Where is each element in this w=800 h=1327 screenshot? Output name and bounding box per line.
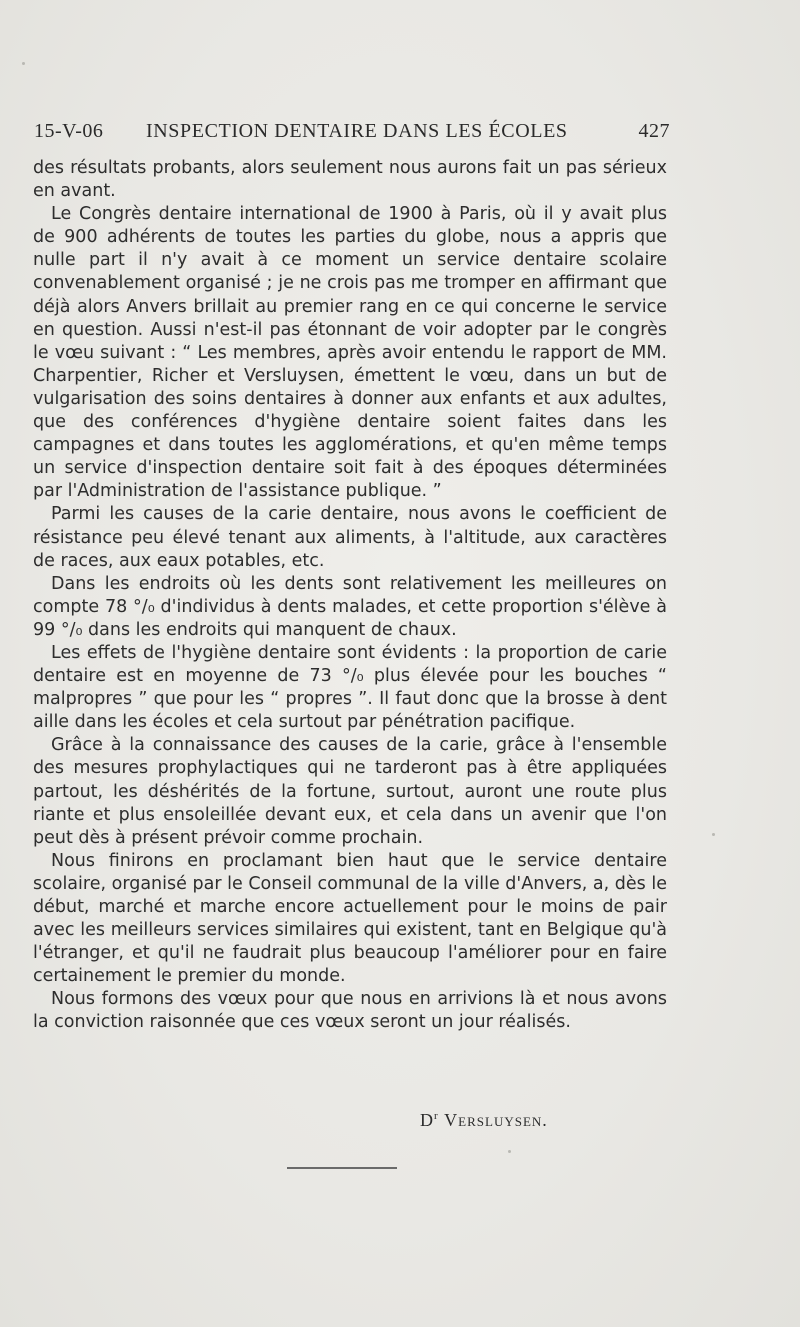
end-rule (287, 1167, 397, 1169)
paragraph-continuation: des résultats probants, alors seulement nous aurons fait un pas sérieux en avant. (33, 158, 667, 202)
signature-title-superscript: r (434, 1110, 439, 1122)
paper-speck (22, 62, 25, 65)
signature-title: D (420, 1110, 434, 1130)
paragraph-hygiene-effects: Les effets de l'hygiène dentaire sont évidents : la proportion de carie dentaire est en moyenne de 73 °/₀ plus élevée pour les bouches “ malpropres ” que pour les “ propres ”. Il faut donc que la brosse à dent aille dans les écoles et cela surtout par pénétration pacifique. (33, 642, 667, 733)
paragraph-prophylaxis: Grâce à la connaissance des causes de la carie, grâce à l'ensemble des mesures prophylactiques qui ne tarderont pas à être appliquées partout, les déshérités de la fortune, surtout, auront une route plus riante et plus ensoleillée devant eux, et cela dans un avenir que l'on peut dès à présent prévoir comme prochain. (33, 735, 667, 848)
issue-date: 15-V-06 (34, 120, 104, 142)
paragraph-wishes: Nous formons des vœux pour que nous en arrivions là et nous avons la conviction raisonnée que ces vœux seront un jour réalisés. (33, 989, 667, 1033)
running-header (34, 120, 670, 150)
article-body (33, 157, 667, 1035)
paragraph-congress: Le Congrès dentaire international de 1900 à Paris, où il y avait plus de 900 adhérents de toutes les parties du globe, nous a appris que nulle part il n'y avait à ce moment un service dentaire scolaire convenablement organisé ; je ne crois pas me tromper en affirmant que déjà alors Anvers brillait au premier rang en ce qui concerne le service en question. Aussi n'est-il pas étonnant de voir adopter par le congrès le vœu suivant : “ Les membres, après avoir entendu le rapport de MM. Charpentier, Richer et Versluysen, émettent le vœu, dans un but de vulgarisation des soins dentaires à donner aux enfants et aux adultes, que des conférences d'hygiène dentaire soient faites dans les campagnes et dans toutes les agglomérations, et qu'en même temps un service d'inspection dentaire soit fait à des époques déterminées par l'Administration de l'assistance publique. ” (33, 204, 667, 502)
paragraph-conclusion: Nous finirons en proclamant bien haut que le service dentaire scolaire, organisé par le Conseil communal de la ville d'Anvers, a, dès le début, marché et marche encore actuellement pour le moins de pair avec les meilleurs services similaires qui existent, tant en Belgique qu'à l'étranger, et qu'il ne faudrait plus beaucoup l'améliorer pour en faire certainement le premier du monde. (33, 850, 667, 987)
paragraph-statistics: Dans les endroits où les dents sont relativement les meilleures on compte 78 °/₀ d'individus à dents malades, et cette proportion s'élève à 99 °/₀ dans les endroits qui manquent de chaux. (33, 573, 667, 640)
paper-speck (508, 1150, 511, 1153)
page-number: 427 (638, 120, 670, 142)
running-title: INSPECTION DENTAIRE DANS LES ÉCOLES (146, 120, 568, 142)
signature-name: Versluysen. (444, 1110, 548, 1130)
author-signature (420, 1110, 548, 1131)
paragraph-causes: Parmi les causes de la carie dentaire, nous avons le coefficient de résistance peu élevé tenant aux aliments, à l'altitude, aux caractères de races, aux eaux potables, etc. (33, 504, 667, 571)
paper-speck (712, 833, 715, 836)
